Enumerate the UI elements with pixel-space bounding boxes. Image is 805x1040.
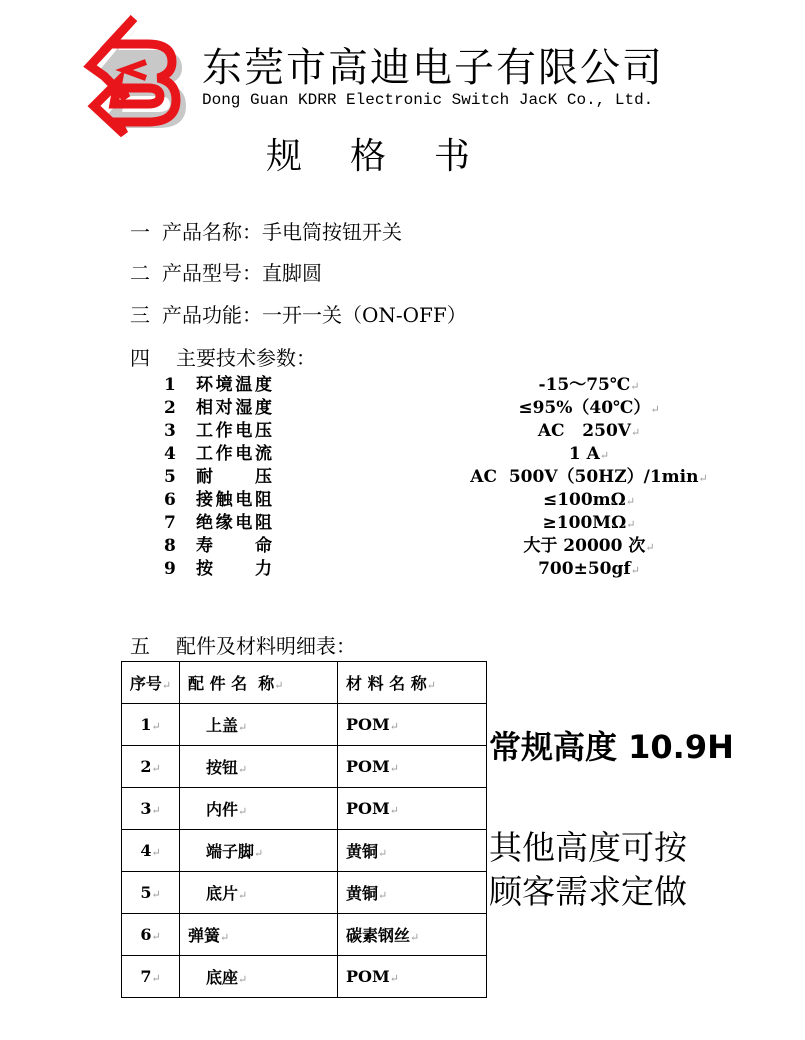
param-row bbox=[164, 558, 704, 581]
table-row bbox=[122, 746, 487, 788]
cell-part: 端子脚↵ bbox=[180, 830, 338, 872]
table-row bbox=[122, 914, 487, 956]
table-row bbox=[122, 704, 487, 746]
cell-part: 内件↵ bbox=[180, 788, 338, 830]
section-product-function bbox=[130, 299, 467, 328]
param-row bbox=[164, 397, 704, 420]
standard-height-note: 常规高度 10.9H bbox=[489, 728, 734, 766]
company-name-en: Dong Guan KDRR Electronic Switch JacK Co., Ltd. bbox=[202, 91, 654, 109]
param-row bbox=[164, 489, 704, 512]
param-value: ≤100mΩ↵ bbox=[542, 490, 636, 510]
param-name: 按力 bbox=[196, 559, 272, 579]
cell-no: 3↵ bbox=[122, 788, 180, 830]
section-label: 配件及材料明细表： bbox=[176, 634, 356, 658]
cell-no: 5↵ bbox=[122, 872, 180, 914]
section-label: 产品功能：一开一关（ON-OFF） bbox=[162, 303, 467, 327]
cell-part: 底座↵ bbox=[180, 956, 338, 998]
cell-part: 底片↵ bbox=[180, 872, 338, 914]
cell-part: 按钮↵ bbox=[180, 746, 338, 788]
cell-material: POM↵ bbox=[338, 704, 487, 746]
table-row bbox=[122, 956, 487, 998]
header-cell-no: 序号↵ bbox=[122, 662, 180, 704]
param-name: 工作电流 bbox=[196, 444, 272, 464]
section-number: 三 bbox=[130, 303, 150, 327]
param-row bbox=[164, 374, 704, 397]
section-product-model bbox=[130, 257, 322, 286]
section-number: 五 bbox=[130, 634, 150, 658]
cell-no: 2↵ bbox=[122, 746, 180, 788]
cell-material: 碳素钢丝↵ bbox=[338, 914, 487, 956]
cell-no: 6↵ bbox=[122, 914, 180, 956]
section-number: 一 bbox=[130, 220, 150, 244]
param-index: 4 bbox=[164, 444, 176, 464]
header-cell-material: 材 料 名 称↵ bbox=[338, 662, 487, 704]
param-name: 耐压 bbox=[196, 467, 272, 487]
document-title bbox=[266, 128, 518, 179]
section-label: 产品型号：直脚圆 bbox=[162, 261, 322, 285]
section-label: 产品名称：手电筒按钮开关 bbox=[162, 220, 402, 244]
table-row bbox=[122, 830, 487, 872]
param-value: 大于 20000 次↵ bbox=[523, 536, 655, 556]
tech-params-list bbox=[164, 374, 708, 581]
cell-material: POM↵ bbox=[338, 788, 487, 830]
table-row bbox=[122, 788, 487, 830]
param-row bbox=[164, 466, 708, 489]
param-value: 700±50gf↵ bbox=[538, 559, 640, 579]
title-char: 格 bbox=[350, 136, 387, 177]
parts-materials-table bbox=[121, 661, 487, 998]
cell-no: 4↵ bbox=[122, 830, 180, 872]
section-number: 二 bbox=[130, 261, 150, 285]
custom-note-line: 顾客需求定做 bbox=[489, 872, 687, 911]
param-value: AC 250V↵ bbox=[537, 421, 641, 441]
param-index: 9 bbox=[164, 559, 176, 579]
param-value: -15～75℃↵ bbox=[538, 375, 640, 395]
param-row bbox=[164, 443, 704, 466]
param-value: 1 A↵ bbox=[568, 444, 610, 464]
param-index: 7 bbox=[164, 513, 176, 533]
cell-material: 黄铜↵ bbox=[338, 872, 487, 914]
cell-no: 1↵ bbox=[122, 704, 180, 746]
custom-height-note bbox=[489, 826, 687, 914]
param-index: 6 bbox=[164, 490, 176, 510]
cell-no: 7↵ bbox=[122, 956, 180, 998]
param-index: 1 bbox=[164, 375, 176, 395]
section-product-name bbox=[130, 216, 402, 245]
param-name: 工作电压 bbox=[196, 421, 272, 441]
custom-note-line: 其他高度可按 bbox=[489, 828, 687, 867]
param-index: 3 bbox=[164, 421, 176, 441]
param-name: 寿命 bbox=[196, 536, 272, 556]
cell-part: 上盖↵ bbox=[180, 704, 338, 746]
param-name: 绝缘电阻 bbox=[196, 513, 272, 533]
param-index: 8 bbox=[164, 536, 176, 556]
param-name: 环境温度 bbox=[196, 375, 272, 395]
param-value: ≤95%（40℃）↵ bbox=[518, 398, 660, 418]
param-row bbox=[164, 535, 704, 558]
section-label: 主要技术参数： bbox=[176, 346, 316, 370]
table-header-row bbox=[122, 662, 487, 704]
cell-material: 黄铜↵ bbox=[338, 830, 487, 872]
title-char: 规 bbox=[266, 136, 303, 177]
param-name: 相对湿度 bbox=[196, 398, 272, 418]
header-cell-part: 配 件 名 称↵ bbox=[180, 662, 338, 704]
param-value: ≥100MΩ↵ bbox=[542, 513, 636, 533]
param-index: 2 bbox=[164, 398, 176, 418]
param-row bbox=[164, 420, 704, 443]
title-char: 书 bbox=[434, 136, 471, 177]
param-name: 接触电阻 bbox=[196, 490, 272, 510]
cell-material: POM↵ bbox=[338, 956, 487, 998]
cell-part: 弹簧↵ bbox=[180, 914, 338, 956]
section-tech-params bbox=[130, 342, 316, 371]
company-logo-icon bbox=[72, 10, 192, 140]
cell-material: POM↵ bbox=[338, 746, 487, 788]
param-index: 5 bbox=[164, 467, 176, 487]
table-row bbox=[122, 872, 487, 914]
section-number: 四 bbox=[130, 346, 150, 370]
company-name-cn: 东莞市高迪电子有限公司 bbox=[202, 45, 664, 91]
param-row bbox=[164, 512, 704, 535]
section-parts-materials bbox=[130, 630, 356, 659]
param-value: AC 500V（50HZ）/1min↵ bbox=[470, 467, 708, 487]
